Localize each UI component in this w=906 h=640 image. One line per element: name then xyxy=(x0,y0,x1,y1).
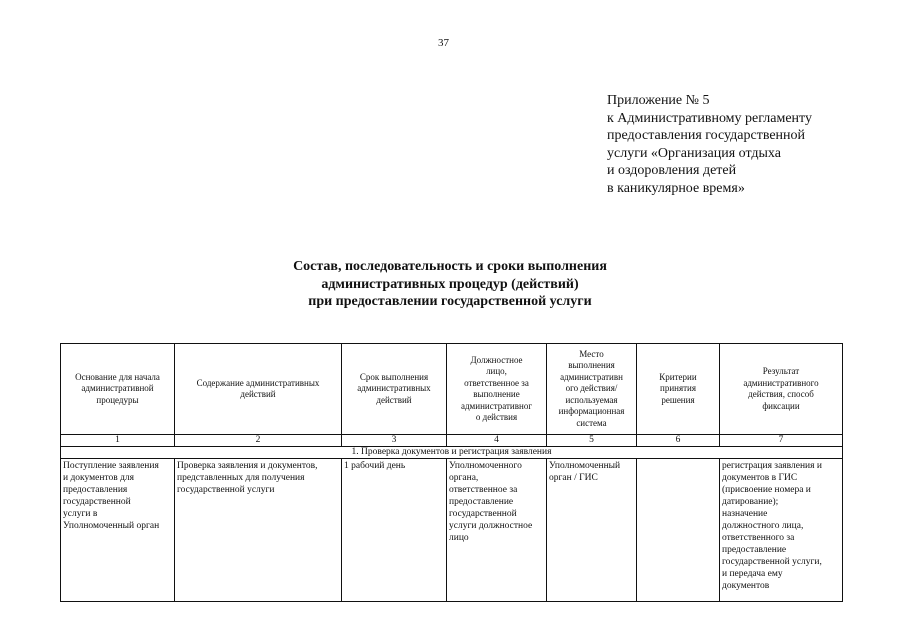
appendix-line: предоставления государственной xyxy=(607,128,806,143)
header-text-line: принятия xyxy=(660,383,696,394)
header-text-line: ответственное за xyxy=(464,377,529,388)
cell-text-line: предоставление xyxy=(722,545,787,555)
header-text-line: действий xyxy=(376,394,412,405)
cell-text-line: (присвоение номера и xyxy=(722,485,811,495)
appendix-line: услуги «Организация отдыха xyxy=(607,145,781,161)
cell-text-line: предоставления xyxy=(63,485,128,495)
header-text-line: выполнения xyxy=(568,360,615,371)
cell-text-line: назначение xyxy=(722,509,768,519)
header-cell xyxy=(447,344,547,435)
header-cell xyxy=(175,344,342,435)
table-header-row xyxy=(61,344,843,435)
cell-text-line: предоставление xyxy=(449,497,514,507)
cell-text-line: Уполномоченный орган xyxy=(63,521,160,531)
appendix-line: Приложение № 5 xyxy=(607,93,710,108)
header-cell xyxy=(720,344,843,435)
cell-text-line: лицо xyxy=(449,533,469,543)
row-cell xyxy=(447,459,547,602)
header-text-line: информационная xyxy=(558,406,625,417)
cell-text-line: Уполномоченного xyxy=(449,461,522,471)
row-cell xyxy=(175,459,342,602)
cell-text-line: и документов для xyxy=(63,473,135,483)
header-cell xyxy=(61,344,175,435)
section-title: 1. Проверка документов и регистрация заявления xyxy=(61,447,843,459)
column-number: 7 xyxy=(720,435,843,447)
page-number: 37 xyxy=(438,37,449,49)
cell-text-line: Поступление заявления xyxy=(63,461,159,471)
header-text-line: административн xyxy=(560,371,623,382)
table-row xyxy=(61,459,843,602)
cell-text-line: регистрация заявления и xyxy=(722,461,822,471)
cell-text-line: 1 рабочий день xyxy=(344,461,406,471)
header-text-line: административного xyxy=(743,377,819,388)
cell-text-line: государственной услуги, xyxy=(722,557,822,567)
cell-text-line: должностного лица, xyxy=(722,521,804,531)
row-cell xyxy=(720,459,843,602)
cell-text-line: государственной xyxy=(63,497,131,507)
header-text-line: Основание для начала xyxy=(75,371,160,382)
header-text-line: Критерии xyxy=(659,371,697,382)
cell-text-line: государственной xyxy=(449,509,517,519)
header-cell xyxy=(637,344,720,435)
column-number: 4 xyxy=(447,435,547,447)
cell-text-line: орган / ГИС xyxy=(549,473,598,483)
appendix-line: и оздоровления детей xyxy=(607,163,737,178)
column-number: 3 xyxy=(342,435,447,447)
header-text-line: ого действия/ xyxy=(565,383,618,394)
column-number: 5 xyxy=(547,435,637,447)
title-line: Состав, последовательность и сроки выполнения xyxy=(293,259,607,274)
procedures-table xyxy=(60,343,843,602)
cell-text-line: ответственного за xyxy=(722,533,795,543)
header-text-line: лицо, xyxy=(486,366,507,376)
cell-text-line: ответственное за xyxy=(449,485,518,495)
column-number-row xyxy=(61,435,843,447)
cell-text-line: Проверка заявления и документов, xyxy=(177,461,318,471)
title-line: административных процедур (действий) xyxy=(321,276,579,292)
header-text-line: действия, способ xyxy=(748,389,814,399)
header-cell xyxy=(547,344,637,435)
title-line: при предоставлении государственной услуги xyxy=(308,294,592,309)
column-number: 6 xyxy=(637,435,720,447)
header-text-line: административног xyxy=(460,400,533,411)
row-cell xyxy=(637,459,720,602)
row-cell xyxy=(547,459,637,602)
header-text-line: выполнение xyxy=(473,389,520,399)
cell-text-line: государственной услуги xyxy=(177,485,275,495)
header-text-line: административной xyxy=(81,383,154,394)
column-number: 1 xyxy=(61,435,175,447)
cell-text-line: услуги в xyxy=(63,509,98,519)
cell-text-line: и передача ему xyxy=(722,569,783,579)
header-text-line: административных xyxy=(357,383,431,394)
column-number: 2 xyxy=(175,435,342,447)
header-cell xyxy=(342,344,447,435)
header-text-line: Результат xyxy=(762,366,800,376)
header-text-line: Место xyxy=(579,348,604,359)
section-row xyxy=(61,447,843,459)
cell-text-line: услуги должностное xyxy=(449,521,533,531)
cell-text-line: органа, xyxy=(449,473,479,483)
header-text-line: система xyxy=(576,417,607,428)
header-text-line: действий xyxy=(240,389,276,399)
appendix-header xyxy=(607,92,867,197)
header-text-line: решения xyxy=(661,394,695,405)
cell-text-line: представленных для получения xyxy=(177,473,305,483)
cell-text-line: документов в ГИС xyxy=(722,473,798,483)
row-cell xyxy=(61,459,175,602)
header-text-line: Срок выполнения xyxy=(359,371,429,382)
header-text-line: используемая xyxy=(565,394,618,405)
appendix-line: к Административному регламенту xyxy=(607,110,812,126)
appendix-line: в каникулярное время» xyxy=(607,180,745,196)
header-text-line: процедуры xyxy=(96,394,139,405)
header-text-line: Должностное xyxy=(470,354,523,365)
cell-text-line: документов xyxy=(722,581,770,591)
document-title xyxy=(180,258,720,311)
header-text-line: о действия xyxy=(475,412,518,422)
header-text-line: Содержание административных xyxy=(196,377,320,388)
cell-text-line: датирование); xyxy=(722,497,779,507)
row-cell xyxy=(342,459,447,602)
cell-text-line: Уполномоченный xyxy=(549,461,621,471)
header-text-line: фиксации xyxy=(762,400,800,411)
